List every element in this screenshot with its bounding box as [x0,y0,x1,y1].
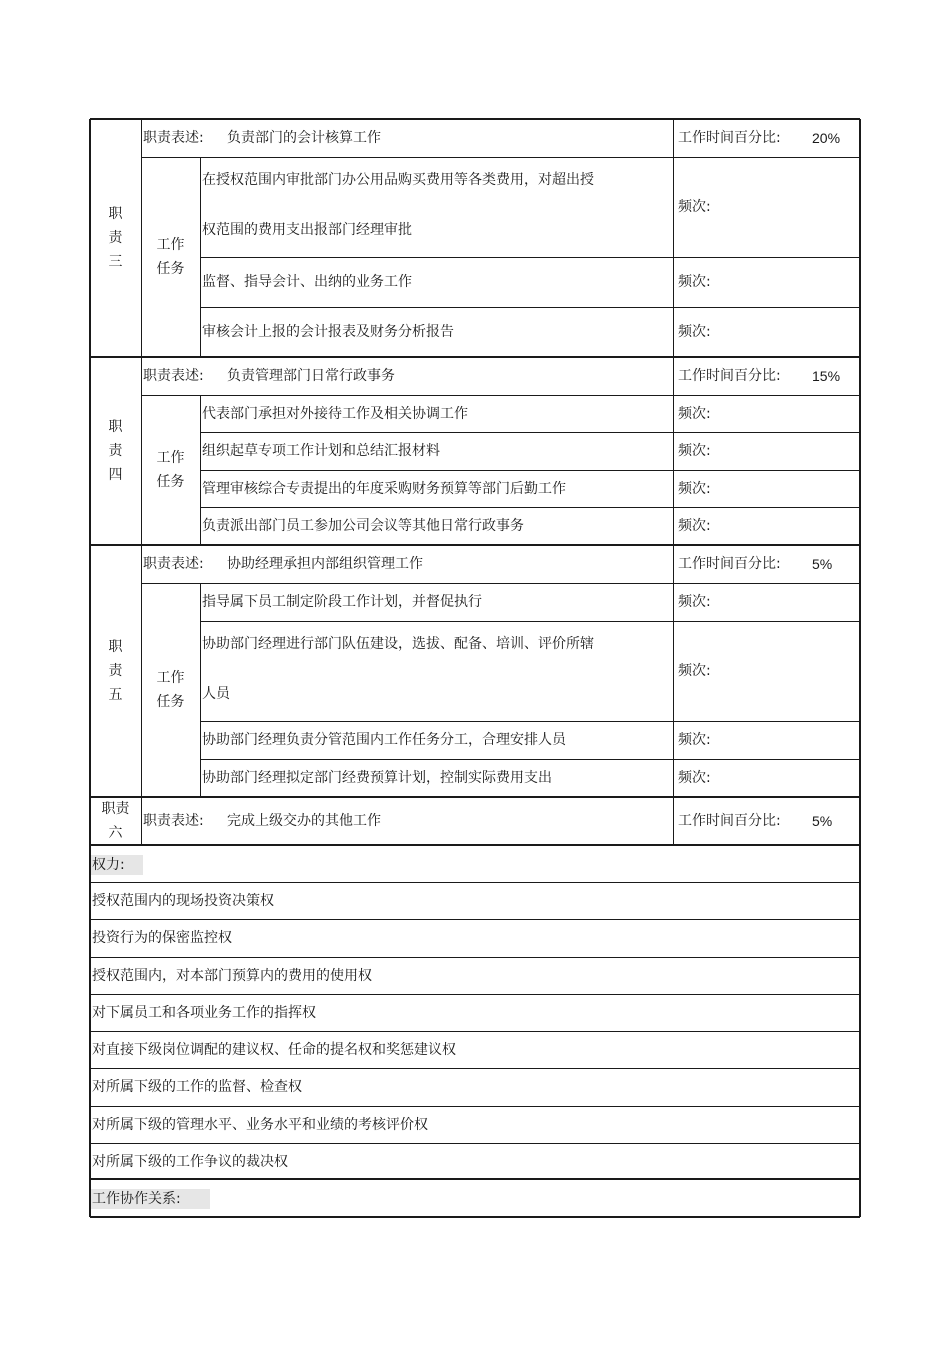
authority-item: 对所属下级的管理水平、业务水平和业绩的考核评价权 [92,1116,428,1133]
table-rule [141,157,860,158]
frequency-label: 频次: [678,732,711,748]
table-rule [141,797,142,845]
table-rule [89,119,91,1217]
task-text: 代表部门承担对外接待工作及相关协调工作 [202,405,468,422]
task-text: 监督、指导会计、出纳的业务工作 [202,274,412,290]
table-rule [90,1143,860,1144]
duty-label: 职 责 四 [108,419,123,483]
task-text: 权范围的费用支出报部门经理审批 [202,222,412,238]
authority-item: 对下属员工和各项业务工作的指挥权 [92,1004,316,1021]
table-rule [90,919,860,920]
task-text: 协助部门经理拟定部门经费预算计划，控制实际费用支出 [202,770,552,786]
duty-description: 负责部门的会计核算工作 [227,130,381,146]
table-rule [90,844,860,846]
frequency-label: 频次: [678,274,711,290]
duty-description: 完成上级交办的其他工作 [227,813,381,829]
authority-item: 对直接下级岗位调配的建议权、任命的提名权和奖惩建议权 [92,1042,456,1059]
table-rule [673,357,674,395]
table-rule [200,621,860,622]
table-rule [141,395,860,396]
cooperation-header: 工作协作关系: [92,1191,181,1207]
frequency-label: 频次: [678,663,711,679]
table-rule [90,1216,860,1218]
task-section-label: 工作 任务 [156,450,185,490]
table-rule [90,796,860,798]
table-rule [141,583,860,584]
frequency-label: 频次: [678,518,711,534]
duty-label: 职 责 三 [108,206,123,270]
table-rule [141,119,142,357]
task-text: 组织起草专项工作计划和总结汇报材料 [202,443,440,459]
task-text: 管理审核综合专责提出的年度采购财务预算等部门后勤工作 [202,480,566,497]
task-text: 指导属下员工制定阶段工作计划，并督促执行 [202,594,482,610]
table-rule [673,545,674,583]
time-percent-label: 工作时间百分比: [678,368,781,384]
table-rule [90,1031,860,1032]
table-rule [90,1068,860,1069]
table-rule [673,119,674,157]
time-percent-value: 5% [812,556,833,572]
frequency-label: 频次: [678,770,711,786]
frequency-label: 频次: [678,443,711,459]
table-rule [200,307,860,308]
time-percent-label: 工作时间百分比: [678,556,781,572]
frequency-label: 频次: [678,594,711,610]
duty-description: 负责管理部门日常行政事务 [227,368,395,384]
table-rule [200,721,860,722]
table-rule [90,544,860,546]
time-percent-label: 工作时间百分比: [678,813,781,829]
time-percent-value: 5% [812,813,833,829]
authority-item: 对所属下级的工作的监督、检查权 [92,1079,302,1096]
table-rule [200,583,201,797]
table-rule [90,118,860,120]
authority-item: 授权范围内的现场投资决策权 [92,893,274,910]
table-rule [200,432,860,433]
task-text: 协助部门经理进行部门队伍建设，选拔、配备、培训、评价所辖 [202,636,594,652]
duty-description-prefix: 职责表述: [143,556,204,572]
table-rule [673,797,674,845]
duty-description-prefix: 职责表述: [143,130,204,146]
table-rule [200,759,860,760]
duty-description-prefix: 职责表述: [143,368,204,384]
table-rule [90,1106,860,1107]
table-rule [200,257,860,258]
time-percent-value: 20% [812,130,841,146]
task-text: 协助部门经理负责分管范围内工作任务分工，合理安排人员 [202,732,566,748]
duty-description-prefix: 职责表述: [143,813,204,829]
table-rule [90,1178,860,1180]
frequency-label: 频次: [678,199,711,215]
authority-item: 对所属下级的工作争议的裁决权 [92,1153,288,1170]
table-rule [90,882,860,883]
duty-label: 职责 六 [101,801,130,841]
authority-item: 投资行为的保密监控权 [92,930,232,947]
table-rule [200,507,860,508]
task-section-label: 工作 任务 [156,670,185,710]
table-rule [673,583,674,797]
frequency-label: 频次: [678,324,711,340]
table-rule [90,994,860,995]
task-text: 在授权范围内审批部门办公用品购买费用等各类费用，对超出授 [202,172,594,188]
task-text: 人员 [202,686,230,702]
time-percent-value: 15% [812,368,841,384]
table-rule [141,357,142,545]
frequency-label: 频次: [678,405,711,422]
duty-label: 职 责 五 [108,639,123,703]
duty-description: 协助经理承担内部组织管理工作 [227,556,423,572]
task-section-label: 工作 任务 [156,237,185,277]
time-percent-label: 工作时间百分比: [678,130,781,146]
table-rule [90,957,860,958]
authority-header: 权力: [92,857,125,873]
table-rule [200,470,860,471]
frequency-label: 频次: [678,480,711,497]
task-text: 负责派出部门员工参加公司会议等其他日常行政事务 [202,518,524,534]
table-rule [859,119,861,1217]
table-rule [90,356,860,358]
task-text: 审核会计上报的会计报表及财务分析报告 [202,324,454,340]
authority-item: 授权范围内，对本部门预算内的费用的使用权 [92,967,372,984]
